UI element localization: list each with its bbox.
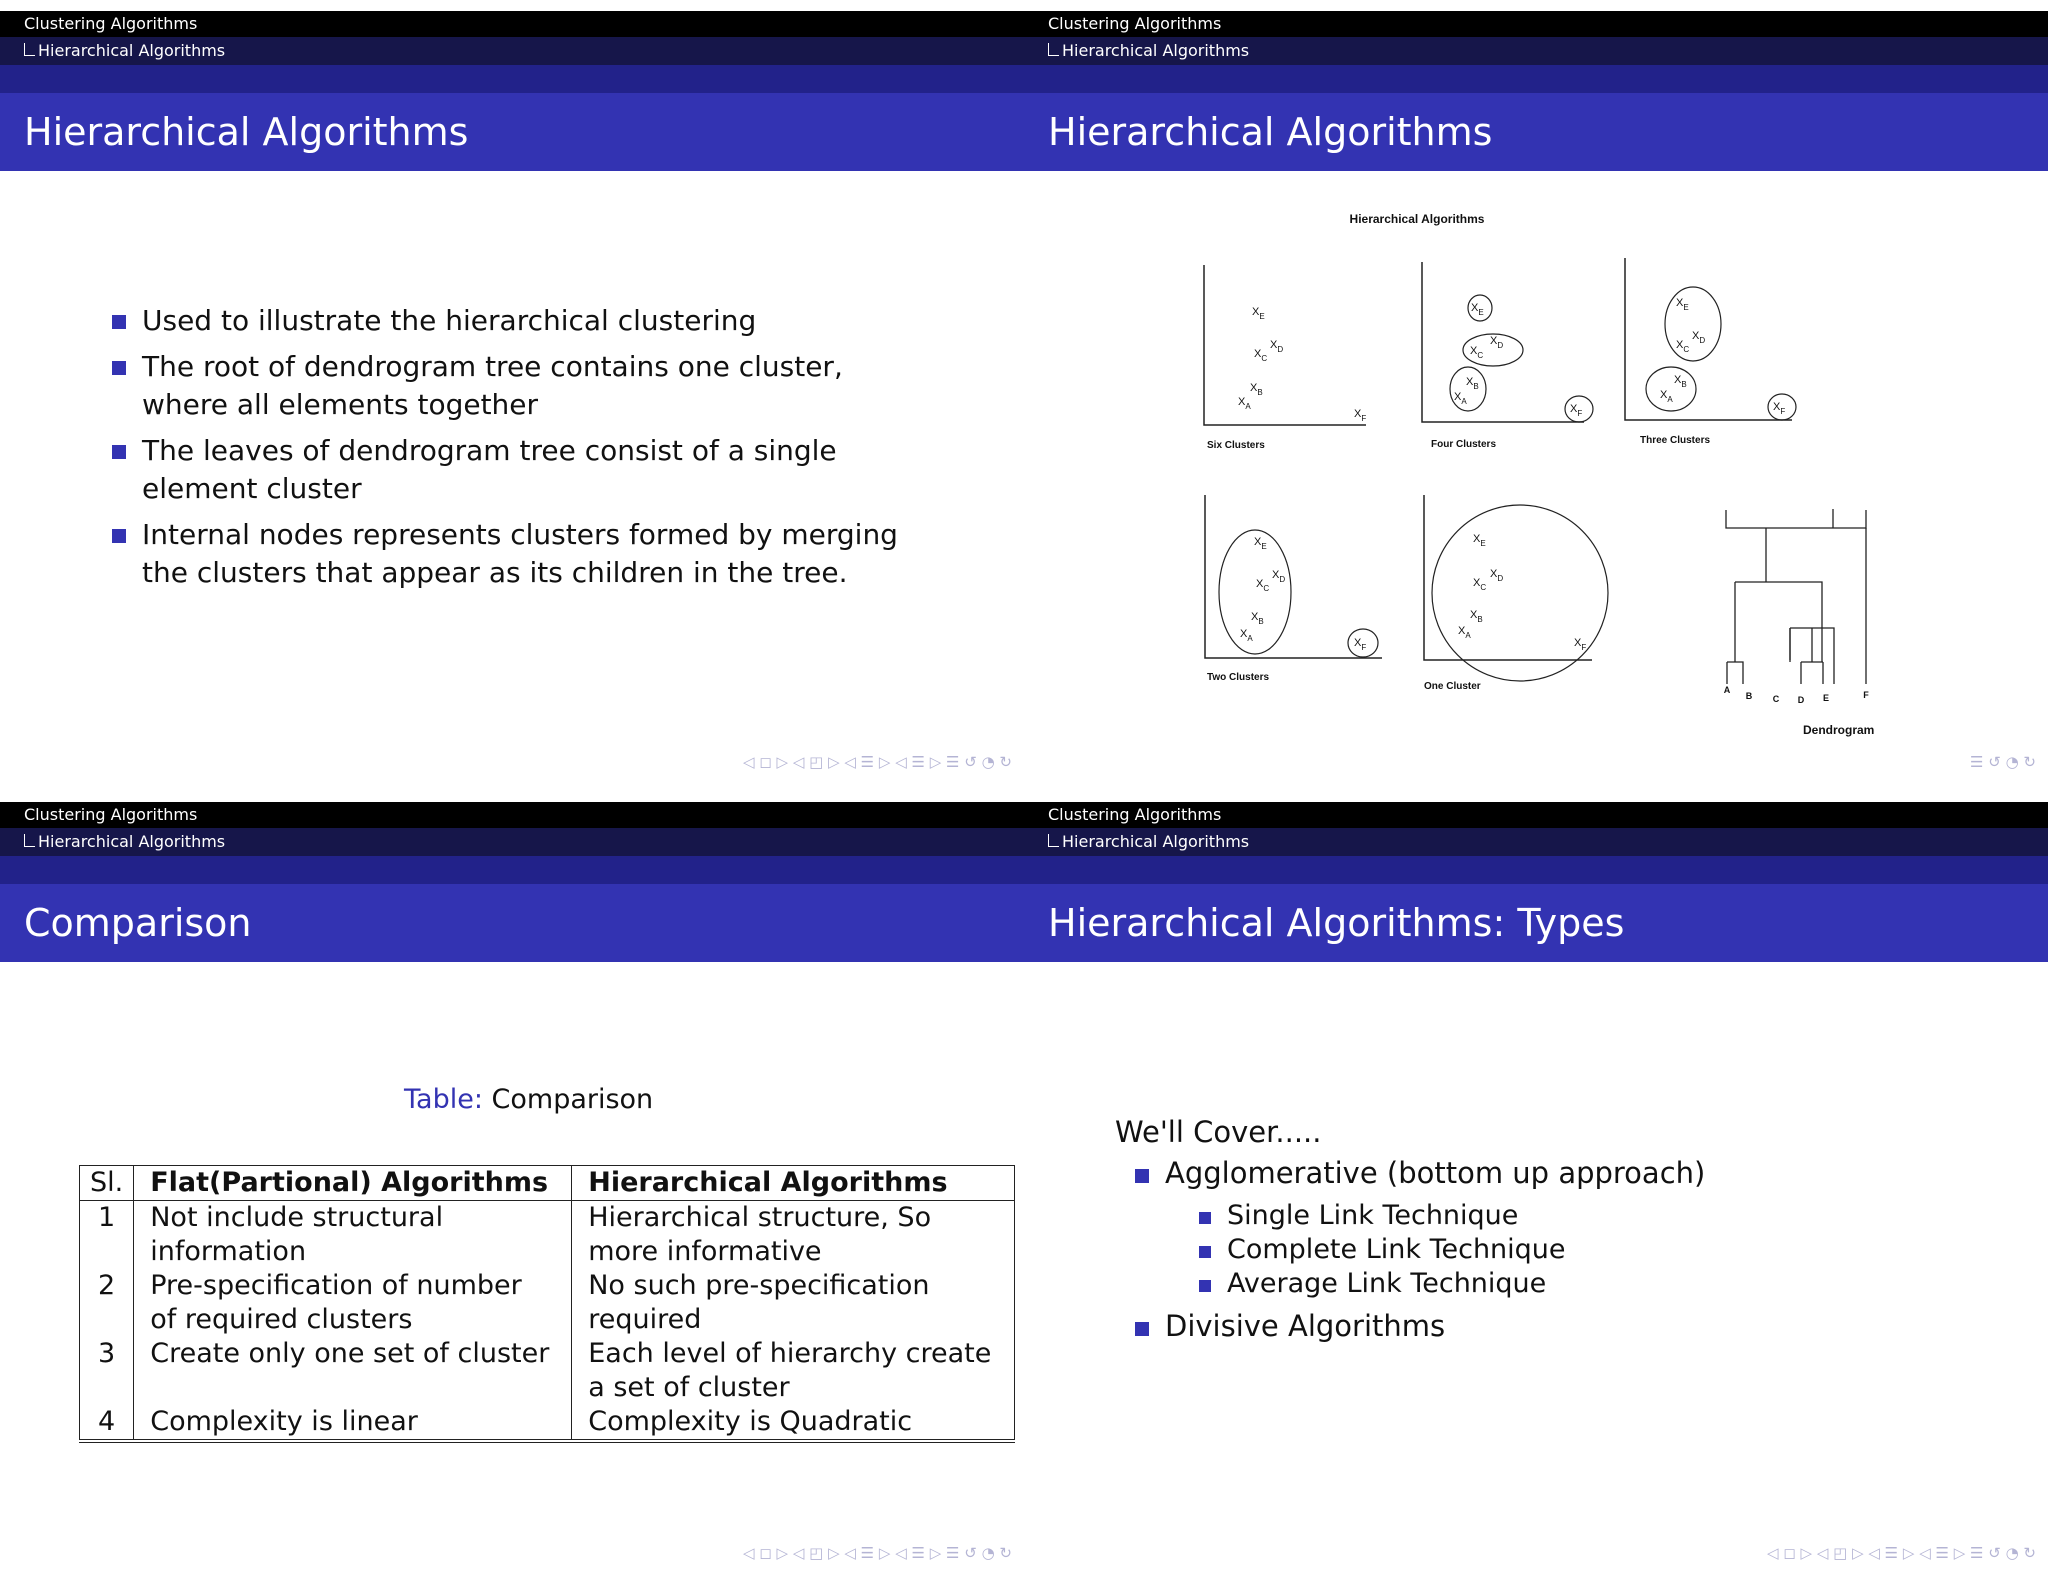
subsection-header [1024,828,2048,856]
caption-label: Table: [404,1084,483,1115]
svg-text:XD: $X_D$ [1692,330,1706,345]
list-subitem: Single Link Technique [1199,1200,1518,1231]
caption-text: Comparison [491,1084,654,1115]
row-hierarchical: Complexity is Quadratic [572,1405,1015,1441]
header-hierarchical: Hierarchical Algorithms [572,1166,1015,1201]
list-subitem: Average Link Technique [1199,1268,1546,1299]
row-hierarchical: Each level of hierarchy create a set of cluster [572,1337,1015,1405]
slide-title: Hierarchical Algorithms [0,93,1024,171]
svg-text:XF: $X_F$ [1354,408,1367,423]
svg-text:XC: $X_C$ [1470,345,1484,360]
slide-title: Comparison [0,884,1024,962]
svg-text:XE: $X_E$ [1471,302,1484,317]
svg-text:XD: $X_D$ [1490,335,1504,350]
svg-text:E: E [1822,693,1830,703]
svg-text:XD: $X_D$ [1270,339,1284,354]
table-row [80,1201,1015,1270]
header-flat: Flat(Partional) Algorithms [134,1166,572,1201]
row-flat: Not include structural information [134,1201,572,1270]
row-number: 1 [80,1201,134,1270]
table-row [80,1405,1015,1441]
section-header: Clustering Algorithms [0,11,1024,37]
figure-title: Hierarchical Algorithms [1349,212,1485,226]
svg-text:XE: $X_E$ [1676,297,1689,312]
svg-text:XA: $X_A$ [1660,389,1673,404]
svg-text:XE: $X_E$ [1252,306,1265,321]
svg-text:XC: $X_C$ [1473,577,1487,592]
table-row [80,1269,1015,1337]
list-subitem: Complete Link Technique [1199,1234,1566,1265]
panel-label: Six Clusters [1207,440,1265,451]
svg-text:XA: $X_A$ [1238,396,1251,411]
svg-text:A: A [1723,685,1731,695]
bullet-item: The root of dendrogram tree contains one cluster, where all elements together [112,348,932,424]
row-flat: Complexity is linear [134,1405,572,1441]
row-number: 2 [80,1269,134,1337]
dendrogram [1726,509,1866,684]
header-band [0,65,1024,93]
svg-text:C: C [1772,694,1780,704]
table-header-row [80,1166,1015,1201]
beamer-nav-controls[interactable]: ☰ ↺ ◔ ↻ [1970,753,2036,771]
beamer-nav-controls[interactable]: ◁ ◻ ▷ ◁ ◰ ▷ ◁ ☰ ▷ ◁ ☰ ▷ ☰ ↺ ◔ ↻ [1767,1544,2036,1562]
dendrogram-detail [1727,628,1834,684]
row-hierarchical: No such pre-specification required [572,1269,1015,1337]
bullet-item: The leaves of dendrogram tree consist of a single element cluster [112,432,932,508]
tree-corner-icon [24,834,35,847]
slide-2 [1024,0,2048,791]
table-caption [404,1084,653,1115]
svg-text:F: F [1863,690,1869,700]
panel-label: Three Clusters [1640,435,1711,446]
svg-text:B: B [1745,691,1753,701]
section-header: Clustering Algorithms [1024,802,2048,828]
svg-text:XA: $X_A$ [1240,628,1253,643]
svg-text:D: D [1797,695,1805,705]
subsection-label: Hierarchical Algorithms [1062,832,1250,851]
svg-text:XF: $X_F$ [1574,637,1587,652]
svg-text:XC: $X_C$ [1254,348,1268,363]
panel-six-clusters [1204,265,1366,451]
svg-text:XF: $X_F$ [1773,401,1786,416]
panel-label: Dendrogram [1803,723,1875,737]
panel-one-cluster [1424,495,1608,692]
svg-text:XB: $X_B$ [1674,374,1687,389]
row-number: 4 [80,1405,134,1441]
bullet-list [112,302,932,600]
row-number: 3 [80,1337,134,1405]
panel-three-clusters [1625,258,1796,446]
svg-text:XE: $X_E$ [1254,536,1267,551]
slide-title: Hierarchical Algorithms [1024,93,2048,171]
tree-corner-icon [24,43,35,56]
subsection-header [0,37,1024,65]
row-hierarchical: Hierarchical structure, So more informative [572,1201,1015,1270]
section-header: Clustering Algorithms [0,802,1024,828]
svg-text:XE: $X_E$ [1473,533,1486,548]
svg-text:XD: $X_D$ [1272,569,1286,584]
svg-text:XF: $X_F$ [1570,403,1583,418]
panel-two-clusters [1205,495,1382,683]
subsection-label: Hierarchical Algorithms [38,41,226,60]
cover-intro: We'll Cover..... [1115,1115,1322,1149]
panel-label: Four Clusters [1431,439,1497,450]
subsection-label: Hierarchical Algorithms [38,832,226,851]
svg-text:XB: $X_B$ [1466,376,1479,391]
row-flat: Pre-specification of number of required clusters [134,1269,572,1337]
clustering-figure [1024,0,2048,791]
tree-corner-icon [1048,834,1059,847]
svg-text:XD: $X_D$ [1490,568,1504,583]
dendrogram-leaf-labels [1724,685,1870,705]
header-band [0,856,1024,884]
subsection-label: Hierarchical Algorithms [1062,41,1250,60]
svg-text:XA: $X_A$ [1454,391,1467,406]
row-flat: Create only one set of cluster [134,1337,572,1405]
panel-label: Two Clusters [1207,672,1270,683]
comparison-table [79,1165,1015,1443]
svg-text:XB: $X_B$ [1470,609,1483,624]
bullet-item: Internal nodes represents clusters formed by merging the clusters that appear as its children in the tree. [112,516,932,592]
svg-text:XF: $X_F$ [1354,637,1367,652]
panel-label: One Cluster [1424,681,1481,692]
list-item-agglomerative: Agglomerative (bottom up approach) [1135,1156,1705,1190]
beamer-nav-controls[interactable]: ◁ ◻ ▷ ◁ ◰ ▷ ◁ ☰ ▷ ◁ ☰ ▷ ☰ ↺ ◔ ↻ [743,1544,1012,1562]
header-sl: Sl. [80,1166,134,1201]
beamer-nav-controls[interactable]: ◁ ◻ ▷ ◁ ◰ ▷ ◁ ☰ ▷ ◁ ☰ ▷ ☰ ↺ ◔ ↻ [743,753,1012,771]
slide-1 [0,0,1024,791]
table-row [80,1337,1015,1405]
svg-text:XC: $X_C$ [1256,578,1270,593]
svg-text:XB: $X_B$ [1251,611,1264,626]
slide-title: Hierarchical Algorithms: Types [1024,884,2048,962]
svg-text:XB: $X_B$ [1250,382,1263,397]
svg-text:XC: $X_C$ [1676,339,1690,354]
section-header: Clustering Algorithms [1024,11,2048,37]
bullet-item: Used to illustrate the hierarchical clustering [112,302,932,340]
svg-text:XA: $X_A$ [1458,625,1471,640]
header-band [1024,856,2048,884]
subsection-header [0,828,1024,856]
panel-four-clusters [1422,262,1593,450]
list-item-divisive: Divisive Algorithms [1135,1309,1445,1343]
